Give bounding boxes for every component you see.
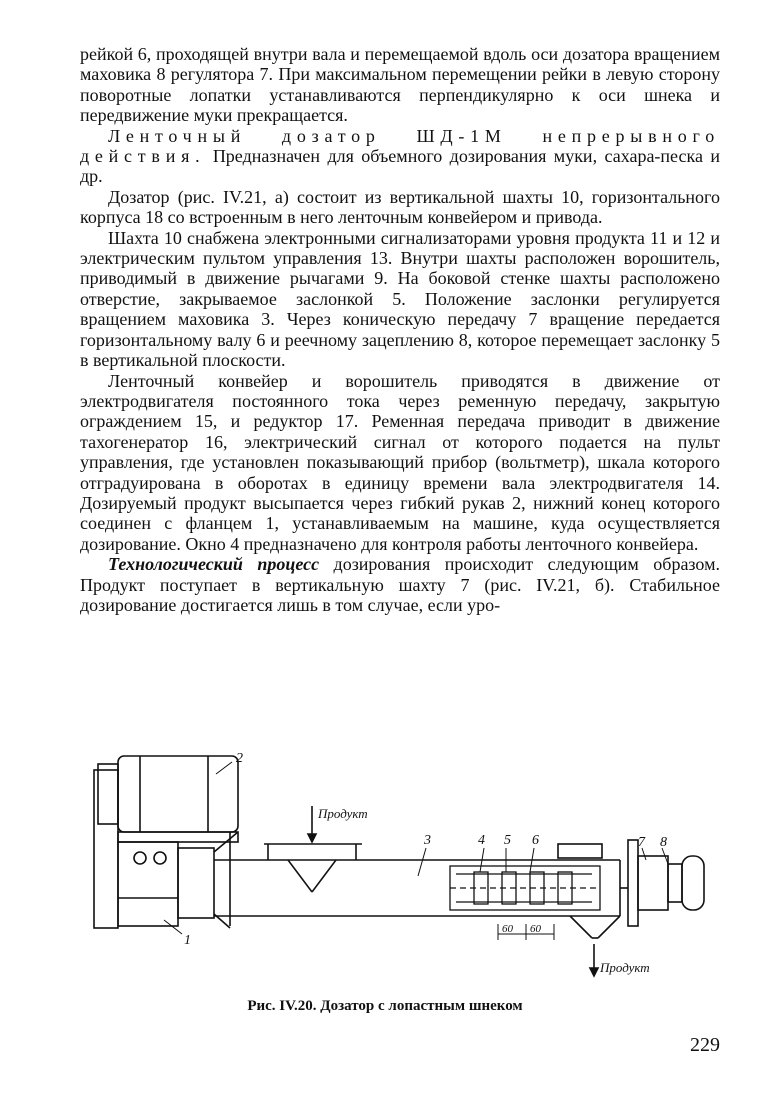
outlet — [558, 844, 620, 938]
paragraph-1: рейкой 6, проходящей внутри вала и перемещаемой вдоль оси дозатора вращением маховика 8 регулятора 7. При максимальном перемещении рейки в левую сторону поворотные лопатки устанавливаются перпендикулярно к оси шнека и передвижение муки прекращается. — [80, 44, 720, 126]
label-product-in: Продукт — [318, 806, 368, 821]
page-number: 229 — [690, 1034, 720, 1056]
label-product-out: Продукт — [600, 960, 650, 975]
figure-dosing-screw — [80, 748, 720, 988]
paragraph-2 — [80, 126, 720, 187]
screw-housing — [214, 844, 620, 916]
body-text — [80, 44, 720, 615]
leader-lines — [164, 762, 668, 934]
figure-caption: Рис. IV.20. Дозатор с лопастным шнеком — [247, 998, 523, 1014]
paragraph-3: Дозатор (рис. IV.21, а) состоит из вертикальной шахты 10, горизонтального корпуса 18 со встроенным в него ленточным конвейером и привода. — [80, 186, 720, 228]
spaced-heading: Ленточный дозатор ШД-1М непрерывного действия. — [80, 125, 720, 167]
regulator — [620, 840, 704, 926]
label-7: 7 — [638, 835, 645, 850]
label-dim-2: 60 — [530, 923, 541, 935]
label-1: 1 — [184, 933, 191, 948]
label-3: 3 — [424, 833, 431, 848]
drive-housing — [94, 770, 238, 928]
label-dim-1: 60 — [502, 923, 513, 935]
label-6: 6 — [532, 833, 539, 848]
paragraph-6 — [80, 554, 720, 615]
paragraph-2-rest: Предназначен для объемного дозирования муки, сахара-песка и др. — [80, 146, 720, 187]
product-arrows — [308, 806, 598, 976]
process-lead: Технологический процесс — [108, 554, 320, 575]
label-2: 2 — [236, 751, 243, 766]
paragraph-6-rest: дозирования происходит следующим образом. Продукт поступает в вертикальную шахту 7 (рис. IV.21, б). Стабильное дозирование достигается лишь в том случае, если уро- — [80, 554, 720, 615]
paragraph-5: Ленточный конвейер и ворошитель приводятся в движение от электродвигателя постоянного тока через ременную передачу, закрытую ограждением 15, и редуктор 17. Ременная передача приводит в движение тахогенератор 16, электрический сигнал от которого подается на пульт управления, где установлен показывающий прибор (вольтметр), шкала которого отградуирована в оборотах в единицу времени вала электродвигателя 14. Дозируемый продукт высыпается через гибкий рукав 2, нижний конец которого соединен с фланцем 1, устанавливаемым на машине, куда осуществляется дозирование. Окно 4 предназначено для контроля работы ленточного конвейера. — [80, 370, 720, 554]
label-5: 5 — [504, 833, 511, 848]
motor — [98, 756, 238, 832]
label-4: 4 — [478, 833, 485, 848]
label-8: 8 — [660, 835, 667, 850]
screw-blades — [450, 866, 600, 910]
paragraph-4: Шахта 10 снабжена электронными сигнализаторами уровня продукта 11 и 12 и электрическим пультом управления 13. Внутри шахты расположен ворошитель, приводимый в движение рычагами 9. На боковой стенке шахты расположено отверстие, закрываемое заслонкой 5. Положение заслонки регулируется вращением маховика 3. Через коническую передачу 7 вращение передается горизонтальному валу 6 и реечному зацеплению 8, которое перемещает заслонку 5 в вертикальной плоскости. — [80, 227, 720, 371]
